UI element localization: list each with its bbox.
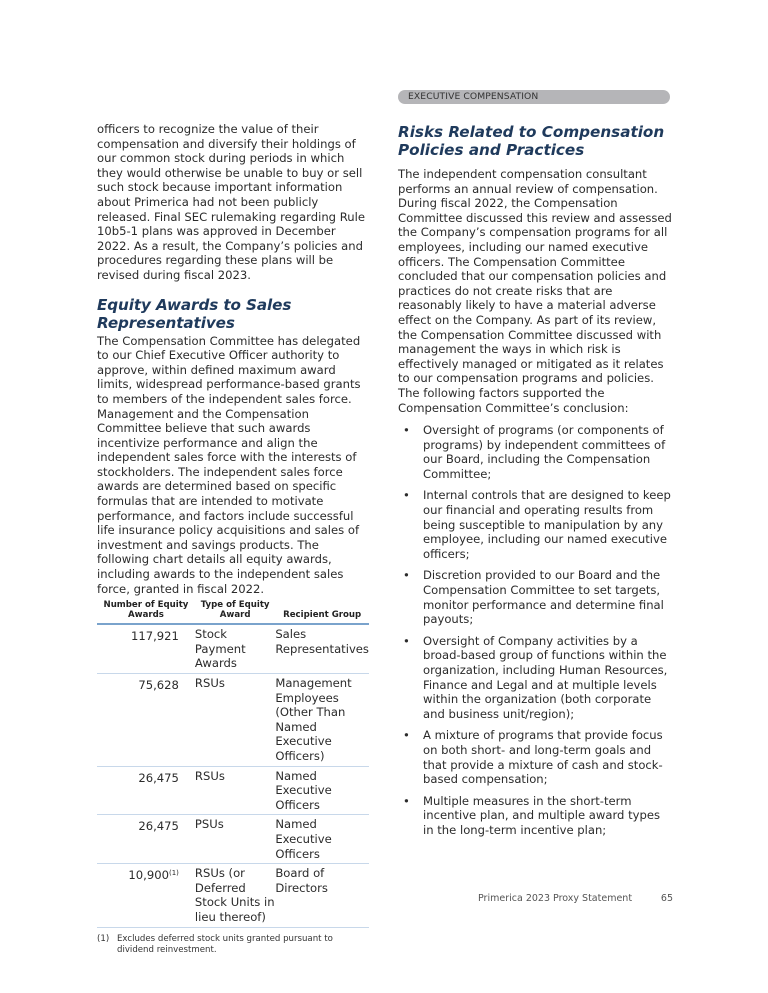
list-item: • Oversight of Company activities by a broad-based group of functions within the organization, including Human Resources, Finance and Legal and at multiple levels within the organization (both corporate and business unit/region);	[403, 633, 668, 721]
page-number: 65	[660, 893, 673, 904]
cell-type: PSUs	[195, 815, 275, 864]
cell-recipient: Management Employees (Other Than Named Executive Officers)	[275, 674, 369, 767]
risks-paragraph: The independent compensation consultant performs an annual review of compensation. During fiscal 2022, the Compensation Committee discussed this review and assessed the Company’s compensation programs for all employees, including our named executive officers. The Compensation Committee concluded that our compensation policies and practices do not create risks that are reasonably likely to have a material adverse effect on the Company. As part of its review, the Compensation Committee discussed with management the ways in which risk is effectively managed or mitigated as it relates to our compensation programs and policies. The following factors supported the Compensation Committee’s conclusion:	[398, 167, 672, 415]
cell-recipient: Named Executive Officers	[275, 815, 369, 864]
footnote-reference: (1)	[169, 869, 179, 878]
cell-number: 75,628	[97, 674, 195, 767]
table-row	[97, 815, 369, 864]
list-item: • Multiple measures in the short-term incentive plan, and multiple award types in the long-term incentive plan;	[403, 793, 661, 837]
list-item: • Discretion provided to our Board and the Compensation Committee to set targets, monitor performance and determine final payouts;	[403, 568, 664, 627]
header-recipient-group: Recipient Group	[275, 601, 369, 624]
equity-awards-table	[97, 601, 369, 927]
cell-number: 10,900$^{(1)}$	[97, 864, 195, 927]
bullet-icon: •	[403, 568, 410, 583]
cell-recipient: Named Executive Officers	[275, 766, 369, 815]
page-footer	[478, 893, 673, 904]
cell-recipient: Sales Representatives	[275, 624, 369, 673]
footnote-mark: (1)	[97, 933, 110, 944]
bullet-icon: •	[403, 728, 410, 743]
table-row	[97, 624, 369, 673]
left-column	[97, 122, 372, 956]
cell-type: Stock Payment Awards	[195, 624, 275, 673]
footnote-text: Excludes deferred stock units granted pursuant to dividend reinvestment.	[117, 933, 333, 955]
right-column	[398, 122, 673, 845]
bullet-icon: •	[403, 488, 410, 503]
risks-heading: Risks Related to Compensation Policies and Practices	[398, 123, 665, 159]
table-row	[97, 674, 369, 767]
document-title: Primerica 2023 Proxy Statement	[478, 893, 633, 904]
equity-awards-heading: Equity Awards to Sales Representatives	[97, 295, 292, 332]
list-item: • Internal controls that are designed to keep our financial and operating results from being susceptible to manipulation by any employee, including our named executive officers;	[403, 488, 671, 561]
bullet-icon: •	[403, 793, 410, 808]
bullet-icon: •	[403, 423, 410, 438]
list-item: • Oversight of programs (or components of programs) by independent committees of our Board, including the Compensation Committee;	[403, 423, 666, 481]
table-footnote	[97, 934, 372, 956]
list-item: • A mixture of programs that provide focus on both short- and long-term goals and that provide a mixture of cash and stock-based compensation;	[403, 728, 663, 787]
header-type-of-award: Type of Equity Award	[195, 601, 275, 624]
table-header-row	[97, 601, 369, 624]
cell-number: 26,475	[97, 815, 195, 864]
bullet-icon: •	[403, 633, 410, 648]
table-row	[97, 766, 369, 815]
header-number-of-awards: Number of Equity Awards	[97, 601, 195, 624]
table-row	[97, 864, 369, 927]
section-header-pill	[398, 90, 670, 104]
cell-type: RSUs	[195, 766, 275, 815]
cell-type: RSUs (or Deferred Stock Units in lieu thereof)	[195, 864, 275, 927]
cell-number: 26,475	[97, 766, 195, 815]
section-label: EXECUTIVE COMPENSATION	[408, 91, 539, 102]
cell-type: RSUs	[195, 674, 275, 767]
intro-paragraph: officers to recognize the value of their compensation and diversify their holdings of our common stock during periods in which they would otherwise be unable to buy or sell such stock because important information about Primerica had not been publicly released. Final SEC rulemaking regarding Rule 10b5-1 plans was approved in December 2022. As a result, the Company’s policies and procedures regarding these plans will be revised during fiscal 2023.	[97, 122, 365, 282]
cell-number: 117,921	[97, 624, 195, 673]
cell-recipient: Board of Directors	[275, 864, 369, 927]
factors-list	[398, 423, 673, 837]
equity-awards-paragraph: The Compensation Committee has delegated to our Chief Executive Officer authority to approve, within defined maximum award limits, widespread performance-based grants to members of the independent sales force. Management and the Compensation Committee believe that such awards incentivize performance and align the independent sales force with the interests of stockholders. The independent sales force awards are determined based on specific formulas that are intended to motivate performance, and factors include successful life insurance policy acquisitions and sales of investment and savings products. The following chart details all equity awards, including awards to the independent sales force, granted in fiscal 2022.	[97, 333, 361, 596]
